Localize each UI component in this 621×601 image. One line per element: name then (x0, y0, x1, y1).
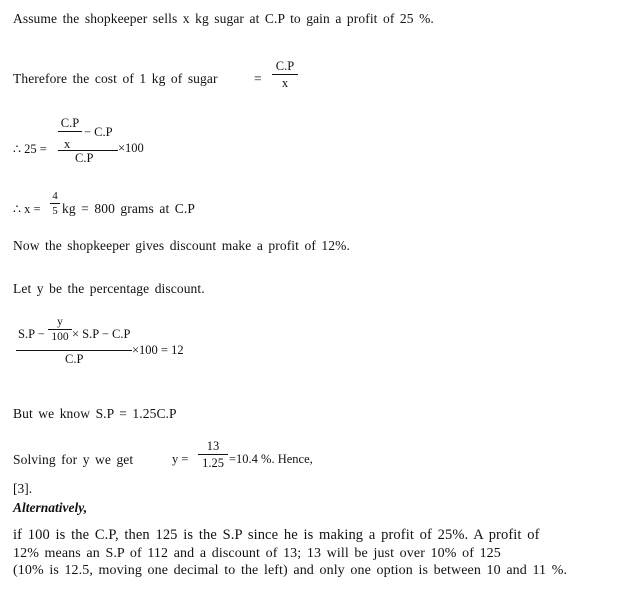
cost-fraction (272, 59, 298, 90)
eq1-inner-numerator: C.P (60, 116, 80, 130)
now-line: Now the shopkeeper gives discount make a profit of 12%. (13, 238, 350, 253)
eq3-sp: S.P − (18, 327, 45, 341)
solution-rest: =10.4 %. Hence, (229, 452, 313, 466)
therefore-line: Therefore the cost of 1 kg of sugar (13, 71, 218, 86)
eq3-times: ×100 = 12 (132, 343, 184, 357)
solution-numerator: 13 (206, 439, 220, 453)
eq1-prefix: ∴ 25 = (13, 142, 47, 156)
eq1-minus-cp: − C.P (84, 125, 113, 139)
let-y-line: Let y be the percentage discount. (13, 281, 205, 296)
y-equals: y = (172, 452, 189, 466)
alt-paragraph-line-1: if 100 is the C.P, then 125 is the S.P since he is making a profit of 25%. A profit of (13, 527, 540, 543)
eq2-fraction (50, 190, 60, 217)
eq3-rest: × S.P − C.P (72, 327, 131, 341)
eq3-denominator: C.P (65, 352, 84, 366)
eq1-inner-denominator: x (64, 137, 71, 151)
eq1-denominator: C.P (75, 151, 94, 165)
alternatively-text: Alternatively, (13, 500, 88, 515)
eq2-numerator: 4 (52, 190, 58, 202)
eq3-y-fraction (48, 316, 72, 343)
eq2-denominator: 5 (52, 205, 58, 217)
alternatively-heading (13, 500, 87, 516)
eq2-rest: kg = 800 grams at C.P (62, 201, 195, 216)
eq1-times: ×100 (118, 141, 144, 155)
solution-fraction (198, 439, 228, 470)
eq3-main-bar (16, 350, 132, 351)
answer-label: [3]. (13, 481, 33, 496)
eq3-y-denominator: 100 (51, 331, 69, 343)
alt-paragraph-line-2: 12% means an S.P of 112 and a discount of 13; 13 will be just over 10% of 125 (13, 546, 501, 561)
but-we-know-line: But we know S.P = 1.25C.P (13, 406, 177, 421)
solution-denominator: 1.25 (202, 456, 224, 470)
eq2-prefix: ∴ x = (13, 202, 41, 216)
assume-line: Assume the shopkeeper sells x kg sugar at C.P to gain a profit of 25 %. (13, 11, 434, 26)
eq1-inner-fraction (58, 116, 82, 133)
eq3-y-numerator: y (57, 316, 63, 328)
cost-numerator: C.P (275, 59, 295, 73)
cost-denominator: x (281, 76, 289, 90)
solving-line: Solving for y we get (13, 452, 134, 467)
alt-paragraph-line-3: (10% is 12.5, moving one decimal to the left) and only one option is between 10 and 11 %. (13, 563, 568, 578)
equals-sign: = (254, 71, 262, 86)
